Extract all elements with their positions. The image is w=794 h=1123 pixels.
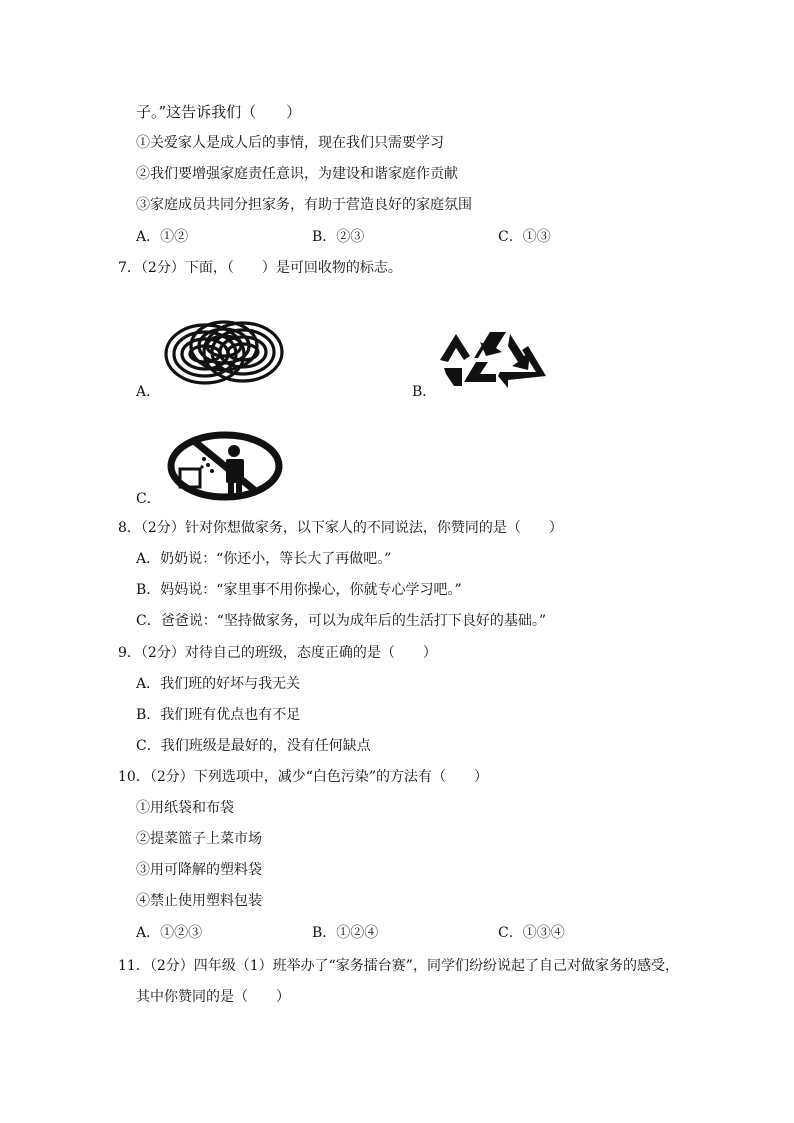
q7-option-a-label: A． [136,384,161,400]
q11-stem-line-1: 11．（2分）四年级（1）班举办了“家务擂台赛”，同学们纷纷说起了自己对做家务的感受， [118,958,679,974]
q10-option-b: B．①②④ [312,925,379,941]
q10-stem: 10．（2分）下列选项中，减少“白色污染”的方法有（ ） [118,769,489,785]
q6-statement-1: ①关爱家人是成人后的事情，现在我们只需要学习 [136,135,444,151]
q6-option-a: A．①② [136,229,189,245]
q10-statement-3: ③用可降解的塑料袋 [136,862,262,878]
q10-statement-2: ②提菜篮子上菜市场 [136,831,262,847]
q10-option-c: C．①③④ [498,925,565,941]
q8-option-a: A．奶奶说：“你还小，等长大了再做吧。” [136,551,392,567]
q8-option-b: B．妈妈说：“家里事不用你操心，你就专心学习吧。” [136,582,462,598]
q7-stem: 7．（2分）下面，（ ）是可回收物的标志。 [118,260,402,276]
recycle-symbol-icon [436,328,550,390]
q8-option-c: C．爸爸说：“坚持做家务，可以为成年后的生活打下良好的基础。” [136,613,547,629]
q7-option-b-label: B． [412,384,437,400]
q10-statement-4: ④禁止使用塑料包装 [136,893,262,909]
no-littering-sign-icon [166,431,284,501]
q7-option-c-label: C． [136,491,161,507]
q6-statement-3: ③家庭成员共同分担家务，有助于营造良好的家庭氛围 [136,197,472,213]
q10-option-a: A．①②③ [136,925,203,941]
q11-stem-line-2: 其中你赞同的是（ ） [136,989,290,1005]
q6-option-b: B．②③ [312,229,365,245]
q6-stem-tail: 子。”这告诉我们（ ） [136,103,302,121]
q9-option-a: A．我们班的好坏与我无关 [136,676,301,692]
q8-stem: 8．（2分）针对你想做家务，以下家人的不同说法，你赞同的是（ ） [118,520,563,536]
woolmark-logo-icon [163,318,285,386]
q6-statement-2: ②我们要增强家庭责任意识，为建设和谐家庭作贡献 [136,166,458,182]
q9-option-c: C．我们班级是最好的，没有任何缺点 [136,738,371,754]
q6-option-c: C．①③ [498,229,551,245]
q9-stem: 9．（2分）对待自己的班级，态度正确的是（ ） [118,645,437,661]
q9-option-b: B．我们班有优点也有不足 [136,707,301,723]
q10-statement-1: ①用纸袋和布袋 [136,800,234,816]
